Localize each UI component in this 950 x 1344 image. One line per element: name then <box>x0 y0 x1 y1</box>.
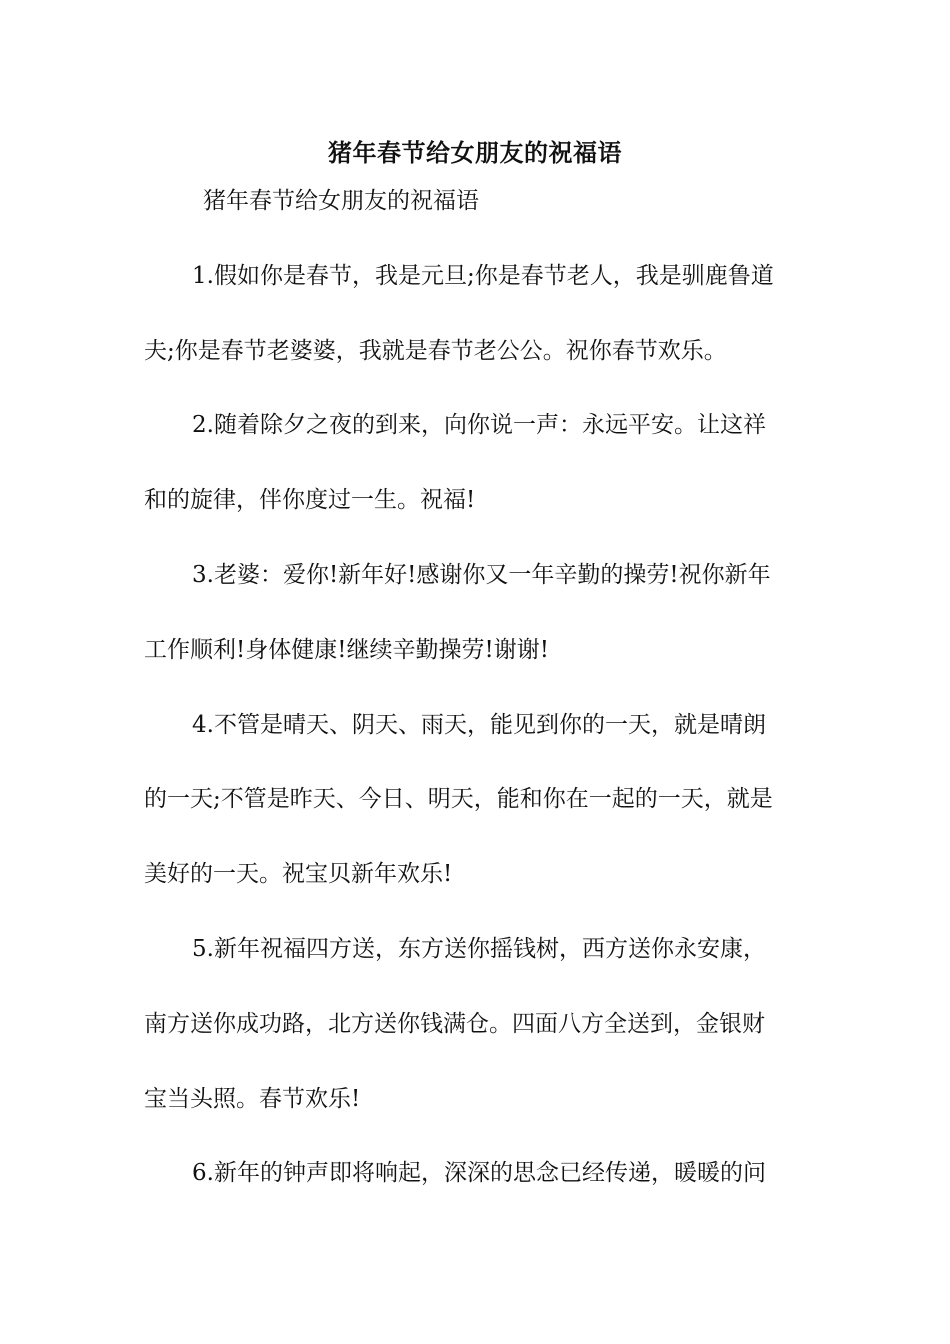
paragraph-1-line-2: 夫;你是春节老婆婆，我就是春节老公公。祝你春节欢乐。 <box>144 338 727 364</box>
paragraph-2-line-1: 2.随着除夕之夜的到来，向你说一声：永远平安。让这祥 <box>192 412 766 438</box>
paragraph-3-line-2: 工作顺利!身体健康!继续辛勤操劳!谢谢! <box>144 637 549 663</box>
paragraph-1-line-1: 1.假如你是春节，我是元旦;你是春节老人，我是驯鹿鲁道 <box>192 263 774 289</box>
paragraph-2-line-2: 和的旋律，伴你度过一生。祝福! <box>144 487 476 513</box>
document-subtitle: 猪年春节给女朋友的祝福语 <box>203 188 479 214</box>
paragraph-5-line-1: 5.新年祝福四方送，东方送你摇钱树，西方送你永安康， <box>192 936 766 962</box>
document-title: 猪年春节给女朋友的祝福语 <box>328 138 622 167</box>
paragraph-5-line-3: 宝当头照。春节欢乐! <box>144 1086 361 1112</box>
paragraph-5-line-2: 南方送你成功路，北方送你钱满仓。四面八方全送到，金银财 <box>144 1011 765 1037</box>
paragraph-4-line-3: 美好的一天。祝宝贝新年欢乐! <box>144 861 453 887</box>
paragraph-6-line-1: 6.新年的钟声即将响起，深深的思念已经传递，暖暖的问 <box>192 1160 766 1186</box>
paragraph-4-line-2: 的一天;不管是昨天、今日、明天，能和你在一起的一天，就是 <box>144 786 773 812</box>
paragraph-3-line-1: 3.老婆：爱你!新年好!感谢你又一年辛勤的操劳!祝你新年 <box>192 562 771 588</box>
paragraph-4-line-1: 4.不管是晴天、阴天、雨天，能见到你的一天，就是晴朗 <box>192 712 766 738</box>
